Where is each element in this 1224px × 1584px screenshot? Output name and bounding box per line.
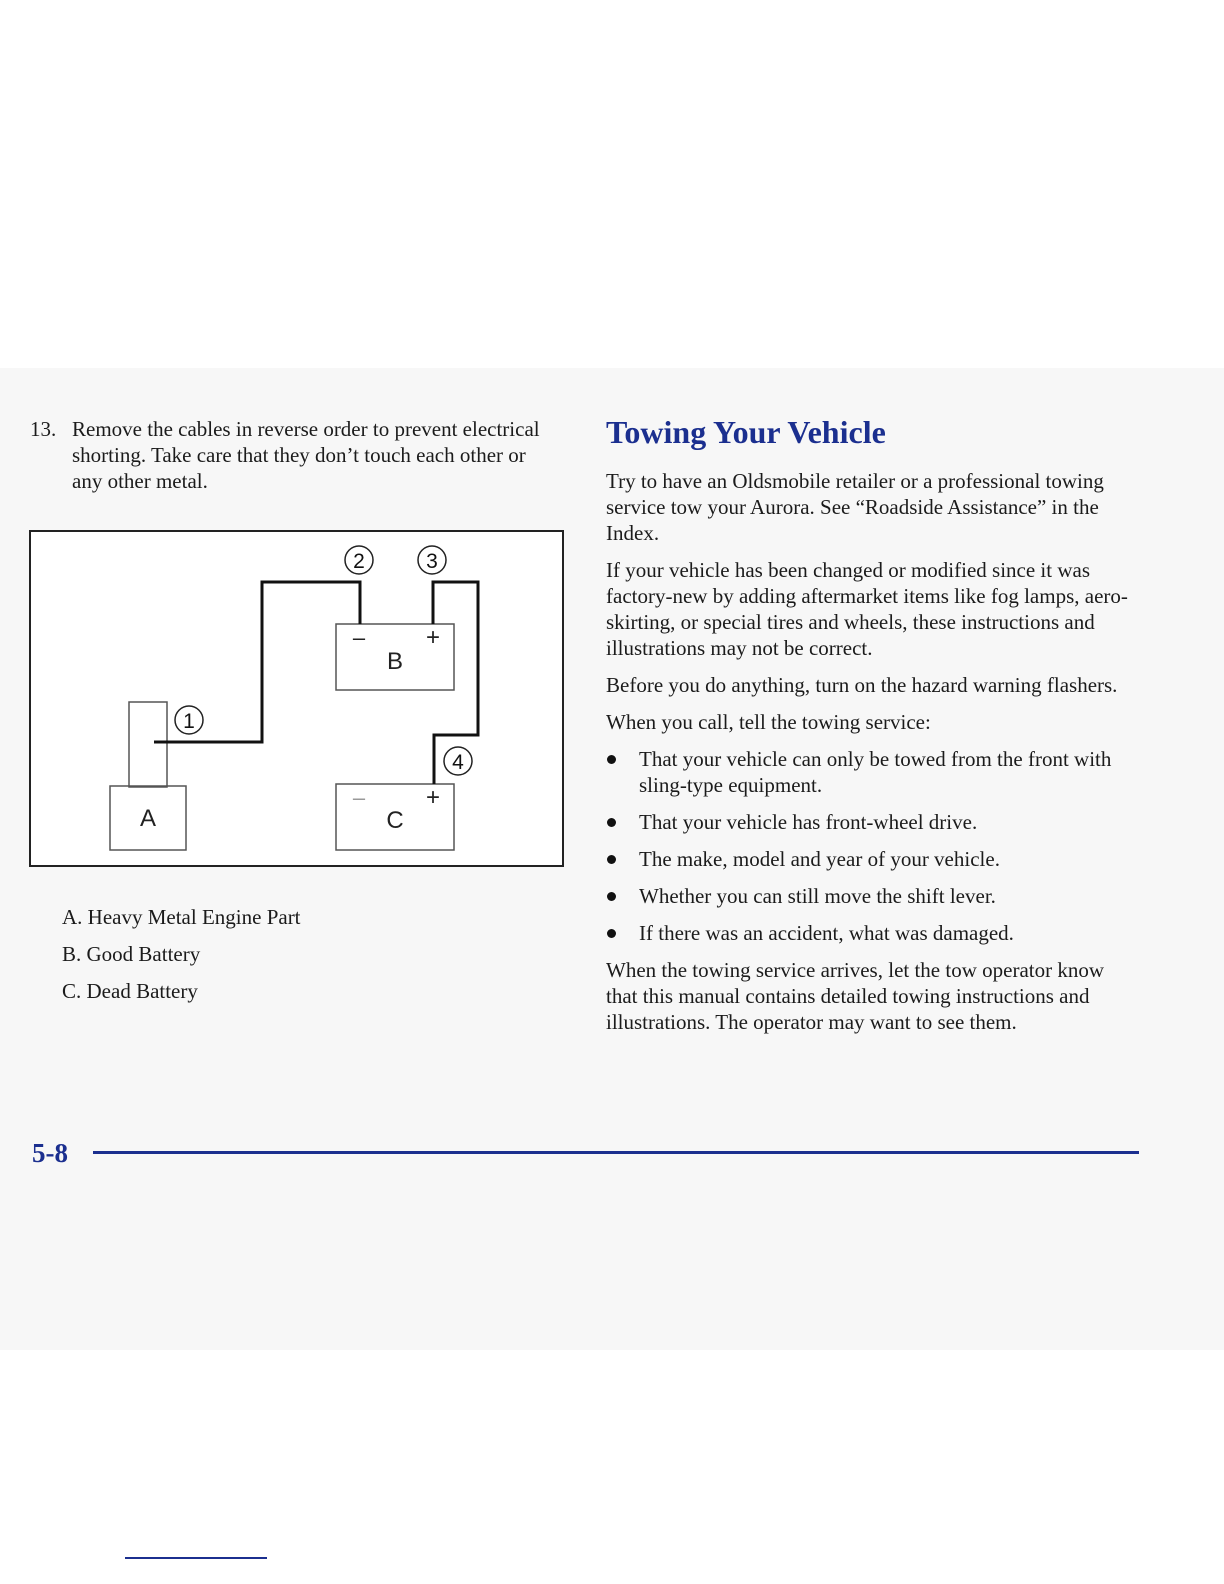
paragraph-call: When you call, tell the towing service: xyxy=(606,710,931,734)
diagram-legend xyxy=(62,904,301,1015)
dead-battery-plus: + xyxy=(425,784,441,811)
paragraph-retailer: Try to have an Oldsmobile retailer or a professional towing service tow your Aurora. See “Roadside Assistance” in the Index. xyxy=(606,469,1104,545)
dead-battery-minus: – xyxy=(352,785,366,810)
bullet-icon xyxy=(607,755,616,764)
list-item: That your vehicle has front-wheel drive. xyxy=(606,809,1136,835)
legend-item-a: A. Heavy Metal Engine Part xyxy=(62,905,301,929)
step-text: Remove the cables in reverse order to prevent electrical shorting. Take care that they don’t touch each other or any other metal. xyxy=(72,417,540,493)
legend-item-b: B. Good Battery xyxy=(62,942,201,966)
good-battery-plus: + xyxy=(425,624,441,651)
list-item: Whether you can still move the shift lever. xyxy=(606,883,1136,909)
section-heading: Towing Your Vehicle xyxy=(606,414,886,450)
step-13 xyxy=(30,416,560,494)
towing-checklist xyxy=(606,746,1136,946)
svg-text:1: 1 xyxy=(183,710,195,733)
callout-4 xyxy=(444,747,472,775)
dead-battery-label: C xyxy=(386,807,404,834)
paragraph-hazard: Before you do anything, turn on the hazard warning flashers. xyxy=(606,673,1118,697)
jump-cable-diagram xyxy=(29,530,565,868)
bullet-icon xyxy=(607,855,616,864)
page-number: 5-8 xyxy=(32,1138,68,1168)
paragraph-arrival: When the towing service arrives, let the tow operator know that this manual contains detailed towing instructions and illustrations. The operator may want to see them. xyxy=(606,958,1105,1034)
bullet-icon xyxy=(607,892,616,901)
bullet-icon xyxy=(607,818,616,827)
footer-rule xyxy=(93,1151,1139,1154)
paragraph-modified: If your vehicle has been changed or modified since it was factory-new by adding aftermarket items like fog lamps, aero-skirting, or special tires and wheels, these instructions and illustrations may not be correct. xyxy=(606,558,1128,660)
svg-text:3: 3 xyxy=(426,550,438,573)
callout-1 xyxy=(175,706,203,734)
legend-item-c: C. Dead Battery xyxy=(62,979,198,1003)
bottom-rule xyxy=(125,1557,267,1559)
list-item: The make, model and year of your vehicle. xyxy=(606,846,1136,872)
svg-text:2: 2 xyxy=(353,550,365,573)
list-item: That your vehicle can only be towed from the front with sling-type equipment. xyxy=(606,746,1136,798)
good-battery-label: B xyxy=(386,648,404,675)
good-battery-minus: – xyxy=(352,625,366,650)
step-number: 13. xyxy=(30,417,57,441)
callout-3 xyxy=(418,546,446,574)
engine-part-label: A xyxy=(139,805,157,832)
list-item: If there was an accident, what was damaged. xyxy=(606,920,1136,946)
callout-2 xyxy=(345,546,373,574)
towing-section xyxy=(606,413,1136,1046)
bullet-icon xyxy=(607,929,616,938)
svg-text:4: 4 xyxy=(452,751,464,774)
